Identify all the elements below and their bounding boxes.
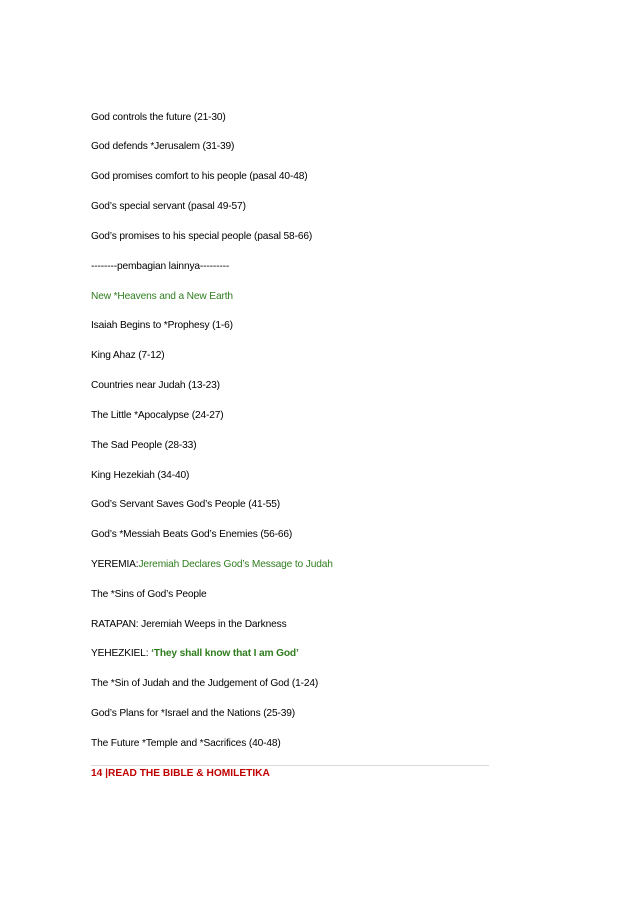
text-line: The *Sins of God’s People: [91, 589, 207, 600]
yehezkiel-title: ‘They shall know that I am God’: [151, 648, 299, 659]
text-line: God’s Plans for *Israel and the Nations (25-39): [91, 708, 295, 719]
section-heading: New *Heavens and a New Earth: [91, 291, 233, 302]
section-divider-text: --------pembagian lainnya---------: [91, 261, 230, 272]
text-line: God defends *Jerusalem (31-39): [91, 141, 235, 152]
text-line: King Hezekiah (34-40): [91, 470, 190, 481]
text-line: God controls the future (21-30): [91, 112, 226, 123]
text-line: Countries near Judah (13-23): [91, 380, 220, 391]
text-line: God’s special servant (pasal 49-57): [91, 201, 246, 212]
yehezkiel-prefix: YEHEZKIEL:: [91, 648, 152, 659]
footer-divider: [91, 765, 489, 766]
text-line: God promises comfort to his people (pasal 40-48): [91, 171, 308, 182]
yeremia-title: Jeremiah Declares God’s Message to Judah: [138, 559, 333, 570]
text-line: The Sad People (28-33): [91, 440, 197, 451]
ratapan-heading: RATAPAN: Jeremiah Weeps in the Darkness: [91, 619, 287, 630]
text-line: The Future *Temple and *Sacrifices (40-48): [91, 738, 281, 749]
text-line: Isaiah Begins to *Prophesy (1-6): [91, 320, 233, 331]
text-line: The Little *Apocalypse (24-27): [91, 410, 224, 421]
page-footer: 14 |READ THE BIBLE & HOMILETIKA: [91, 768, 270, 779]
text-line: God’s Servant Saves God’s People (41-55): [91, 499, 280, 510]
yehezkiel-heading: [91, 648, 299, 660]
text-line: The *Sin of Judah and the Judgement of God (1-24): [91, 678, 319, 689]
text-line: God’s promises to his special people (pasal 58-66): [91, 231, 313, 242]
yeremia-prefix: YEREMIA:: [91, 559, 139, 570]
yeremia-heading: [91, 559, 333, 571]
text-line: God’s *Messiah Beats God’s Enemies (56-66): [91, 529, 293, 540]
text-line: King Ahaz (7-12): [91, 350, 165, 361]
